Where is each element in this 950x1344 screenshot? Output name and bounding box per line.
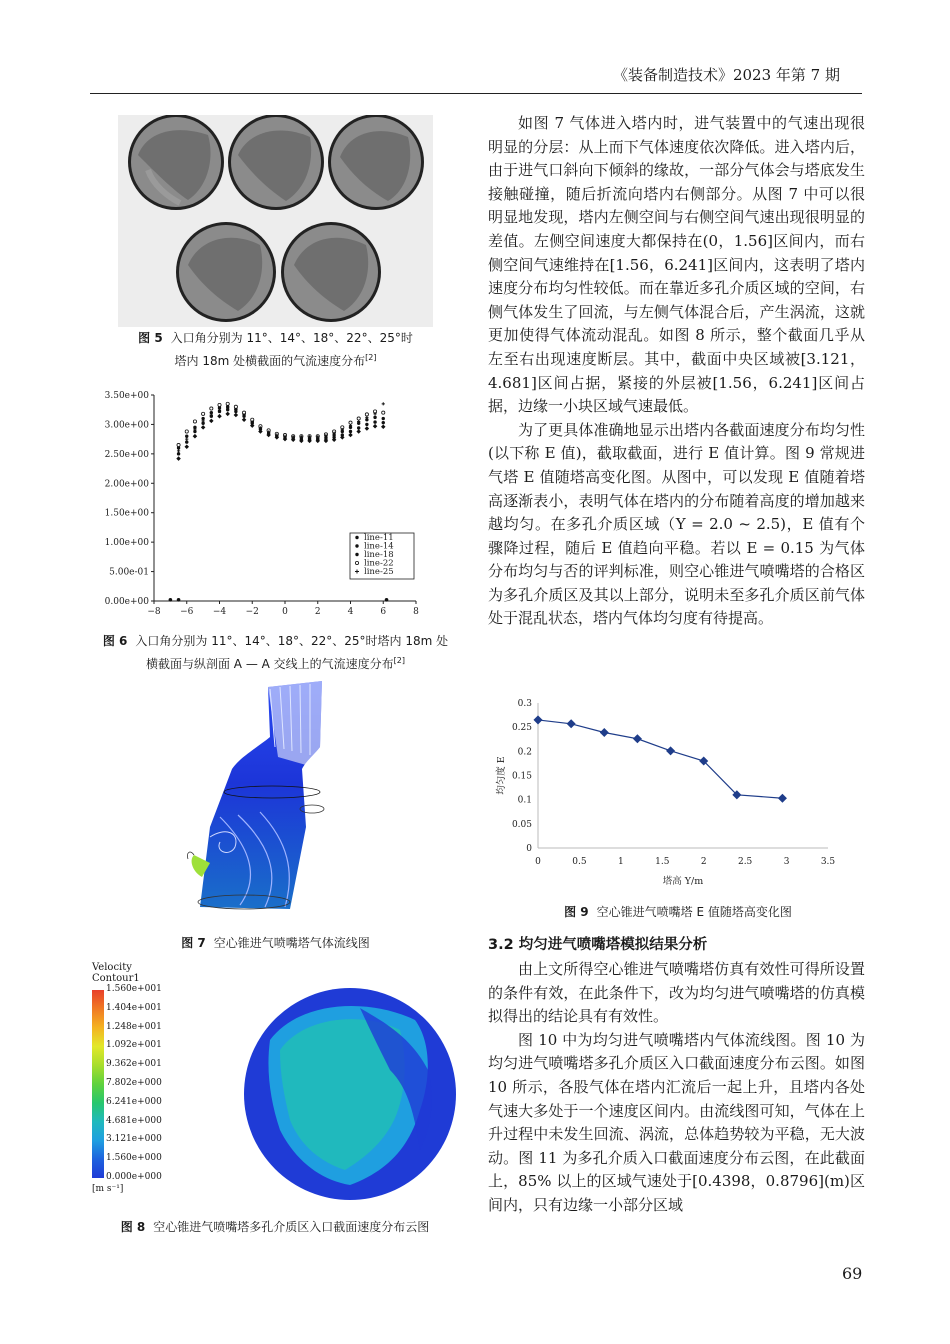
fig6-point (381, 425, 386, 430)
fig9-point (778, 794, 787, 803)
fig5-section-2 (228, 115, 324, 210)
fig6-point (202, 412, 205, 415)
fig9-y-tick-label: 0.1 (517, 795, 532, 806)
fig6-point (365, 426, 370, 431)
fig6-legend-label: line-11 (364, 533, 394, 543)
right-text-block-2 (488, 958, 865, 1218)
fig7-image (180, 677, 340, 927)
fig6-caption-line2: 横截面与纵剖面 A — A 交线上的气流速度分布 (145, 657, 394, 671)
fig6-legend-label: line-25 (364, 567, 394, 577)
fig6-point (258, 429, 263, 434)
fig8-caption-text: 空心锥进气喷嘴塔多孔介质区入口截面速度分布云图 (153, 1220, 430, 1234)
fig6-point (365, 423, 368, 426)
fig6-y-tick-label: 1.50e+00 (104, 508, 149, 519)
fig6-y-tick-label: 1.00e+00 (104, 538, 149, 549)
fig5-section-3 (328, 115, 424, 210)
fig6-point (193, 420, 196, 423)
fig6-point (332, 437, 337, 442)
fig8-legend-value: 4.681e+000 (106, 1115, 162, 1126)
fig9-caption (488, 902, 868, 922)
fig8-contour (240, 980, 460, 1208)
fig6-point (218, 403, 221, 406)
fig6-point (169, 598, 173, 602)
fig6-x-tick-label: 4 (347, 607, 354, 617)
fig8-label: 图 8 (120, 1220, 146, 1234)
fig6-point (210, 407, 213, 410)
fig6-point (209, 419, 214, 424)
fig9-point (533, 715, 542, 724)
fig6-x-tick-label: −2 (245, 607, 259, 617)
fig6-point (242, 417, 247, 422)
paragraph-4: 图 10 中为均匀进气喷嘴塔内气体流线图。图 10 为均匀进气喷嘴塔多孔介质区入口截面速度分布云图。如图 10 所示，各股气体在塔内汇流后一起上升，且塔内各处气速大多处于一个速度区间内。由流线图可知，气体在上升过程中未发生回流、涡流，总体趋势较为平稳，无大波动。图 11 为多孔介质入口截面速度分布云图，在此截面上，85% 以上的区域气速处于[0.4398，0.8796](m)区间内，只有边缘一小部分区域 (488, 1030, 865, 1214)
fig6-point (185, 440, 188, 443)
fig8-legend-value: 1.248e+001 (106, 1021, 162, 1032)
fig6-point (184, 445, 189, 450)
fig9-y-tick-label: 0.2 (517, 747, 532, 758)
fig6-point (357, 426, 360, 429)
fig9-x-tick-label: 0 (535, 857, 541, 867)
fig6-label: 图 6 (102, 634, 128, 648)
fig6-point (185, 430, 188, 433)
fig6-point (365, 413, 368, 416)
fig5-section-1 (128, 115, 224, 210)
paragraph-2: 为了更具体准确地显示出塔内各截面速度分布均匀性(以下称 E 值)，截取截面，进行 E 值计算。图 9 常规进气塔 E 值随塔高变化图。从图中，可以发现 E 值随着塔高逐渐表小，表明气体在塔内的分布随着高度的增加越来越均匀。在多孔介质区域（Y = 2.0 ~ 2.5)，E 值有个骤降过程，随后 E 值趋向平稳。若以 E = 0.15 为气体分布均匀与否的评判标准，则空心锥进气喷嘴塔的合格区为多孔介质区及其以上部分，说明未至多孔介质区前气体处于混乱状态，塔内气体均匀度有待提高。 (488, 420, 865, 628)
fig6-point (382, 411, 385, 414)
fig8-legend-value: 1.092e+001 (106, 1040, 162, 1051)
fig6-point (185, 435, 188, 438)
fig9-point (666, 746, 675, 755)
fig9-chart (490, 693, 860, 893)
fig9-x-tick-label: 1.5 (655, 857, 670, 867)
fig9-x-tick-label: 2 (700, 857, 707, 867)
fig6-point (201, 425, 206, 430)
fig9-y-tick-label: 0.05 (511, 819, 532, 830)
fig7-tower (187, 681, 324, 909)
fig8-legend-title2: Contour1 (92, 973, 140, 984)
fig6-point (177, 452, 180, 455)
fig6-point (177, 598, 181, 602)
fig6-x-tick-label: 2 (314, 607, 321, 617)
fig7-caption (88, 933, 463, 953)
fig9-x-tick-label: 0.5 (572, 857, 587, 867)
fig6-y-tick-label: 3.50e+00 (104, 391, 149, 401)
fig6-x-tick-label: 0 (282, 607, 288, 617)
fig5-caption (88, 328, 463, 371)
fig9-x-axis-label: 塔高 Y/m (662, 876, 704, 887)
fig8-legend-labels (106, 984, 216, 1184)
fig6-x-tick-label: −6 (180, 607, 194, 617)
fig9-y-tick-label: 0 (526, 844, 532, 854)
fig9-caption-text: 空心锥进气喷嘴塔 E 值随塔高变化图 (596, 905, 792, 919)
fig6-point (349, 430, 352, 433)
right-text-block-1 (488, 112, 865, 631)
fig6-point (373, 416, 376, 419)
fig9-x-tick-label: 1 (617, 857, 624, 867)
fig6-point (193, 434, 198, 439)
fig6-point (349, 421, 352, 424)
fig6-legend-marker (355, 544, 358, 547)
fig6-svg (88, 383, 458, 618)
fig8-legend-title1: Velocity (92, 962, 132, 973)
fig5-label: 图 5 (138, 331, 163, 345)
fig6-point (382, 417, 385, 420)
fig6-x-tick-label: 8 (413, 607, 419, 617)
fig6-ref: [2] (393, 656, 406, 665)
fig9-x-tick-label: 3.5 (820, 857, 836, 867)
fig6-point (250, 423, 255, 428)
fig9-series-line (538, 720, 782, 798)
fig6-y-tick-label: 5.00e-01 (109, 567, 149, 578)
fig6-caption (88, 631, 463, 674)
fig6-legend-label: line-22 (364, 558, 394, 569)
fig9-x-tick-label: 3 (783, 857, 790, 867)
fig9-y-tick-label: 0.15 (511, 771, 532, 782)
fig9-point (567, 719, 576, 728)
journal-header: 《装备制造技术》2023 年第 7 期 (612, 66, 840, 84)
fig6-point (234, 405, 237, 408)
fig8-colorbar (92, 990, 104, 1178)
fig6-point (177, 443, 180, 446)
fig6-y-tick-label: 0.00e+00 (104, 597, 149, 607)
fig5-caption-line1: 入口角分别为 11°、14°、18°、22°、25°时 (170, 331, 413, 345)
fig9-x-tick-label: 2.5 (737, 857, 753, 867)
fig6-x-tick-label: −4 (212, 607, 227, 617)
paragraph-1: 如图 7 气体进入塔内时，进气装置中的气速出现很明显的分层：从上而下气体速度依次降低。进入塔内后，由于进气口斜向下倾斜的缘故，一部分气体会与塔底发生接触碰撞，随后折流向塔内右侧部分。从图 7 中可以很明显地发现，塔内左侧空间与右侧空间气速出现很明显的差值。左侧空间速度大都保持在(0，1.56]区间内，而右侧空间气速维持在[1.56，6.241]区间内，这表明了塔内速度分布均匀性较低。而在靠近多孔介质区域的空间，右侧气体发生了回流，与左侧气体混合后，产生涡流，这就更加使得气体流动混乱。如图 8 所示，整个截面几乎从左至右出现速度断层。其中，截面中央区域被[3.121，4.681]区间占据，紧接的外层被[1.56，6.241]区间占据，边缘一小块区域气速最低。 (488, 114, 865, 416)
fig6-legend-marker (355, 553, 358, 556)
fig8-legend-value: 0.000e+000 (106, 1172, 162, 1182)
fig6-caption-line1: 入口角分别为 11°、14°、18°、22°、25°时塔内 18m 处 (135, 634, 449, 648)
fig5-section-4 (176, 222, 276, 322)
fig9-point (600, 728, 609, 737)
fig8-legend-unit: [m s⁻¹] (92, 1184, 124, 1194)
fig6-y-tick-label: 2.00e+00 (104, 479, 149, 490)
section-3-2-title: 3.2 均匀进气喷嘴塔模拟结果分析 (488, 937, 708, 953)
fig9-y-tick-label: 0.3 (517, 699, 532, 709)
fig8-legend-value: 1.404e+001 (106, 1002, 162, 1013)
fig8-legend-value: 3.121e+000 (106, 1134, 162, 1145)
fig6-x-tick-label: −8 (147, 607, 161, 617)
fig5-image (118, 115, 433, 327)
fig6-point (373, 420, 376, 423)
fig8-caption (80, 1217, 470, 1237)
paragraph-3: 由上文所得空心锥进气喷嘴塔仿真有效性可得所设置的条件有效，在此条件下，改为均匀进气喷嘴塔的仿真模拟得出的结论具有有效性。 (488, 960, 865, 1026)
fig6-legend-marker (355, 561, 358, 564)
fig6-point (373, 424, 378, 429)
page-number: 69 (842, 1264, 863, 1283)
fig6-point (225, 412, 230, 417)
fig6-legend-marker (355, 536, 358, 539)
fig6-point (382, 421, 385, 424)
fig6-y-tick-label: 2.50e+00 (104, 449, 149, 460)
fig8-legend-value: 6.241e+000 (106, 1096, 162, 1107)
fig6-point (348, 433, 353, 438)
fig8-figure (90, 960, 460, 1210)
fig5-caption-line2: 塔内 18m 处横截面的气流速度分布 (174, 354, 366, 368)
fig6-point (234, 413, 239, 418)
fig6-point (340, 435, 345, 440)
fig6-chart (88, 383, 458, 618)
fig6-point (385, 598, 389, 602)
fig9-y-tick-label: 0.25 (511, 723, 532, 734)
fig9-svg (490, 693, 860, 893)
fig6-legend-label: line-14 (364, 541, 394, 552)
fig6-legend-label: line-18 (364, 550, 394, 560)
header-rule (90, 93, 862, 94)
fig6-point (217, 414, 222, 419)
fig7-caption-text: 空心锥进气喷嘴塔气体流线图 (213, 936, 370, 950)
fig5-section-5 (281, 222, 381, 322)
fig5-ref: [2] (365, 353, 377, 362)
fig8-legend-value: 9.362e+001 (106, 1059, 162, 1070)
fig8-legend-value: 1.560e+000 (106, 1153, 162, 1164)
fig6-point (176, 456, 181, 461)
fig6-point (356, 429, 361, 434)
fig6-point (382, 402, 385, 405)
fig9-label: 图 9 (564, 905, 589, 919)
fig6-point (226, 402, 229, 405)
fig6-point (357, 417, 360, 420)
fig9-y-axis-label: 均匀度 E (496, 756, 507, 795)
fig6-point (185, 438, 188, 441)
fig7-label: 图 7 (181, 936, 206, 950)
fig6-y-tick-label: 3.00e+00 (104, 420, 149, 431)
fig6-x-tick-label: 6 (380, 607, 387, 617)
fig8-legend-value: 7.802e+000 (106, 1078, 162, 1088)
fig6-point (177, 449, 180, 452)
fig8-legend-value: 1.560e+001 (106, 984, 162, 994)
fig9-point (633, 734, 642, 743)
